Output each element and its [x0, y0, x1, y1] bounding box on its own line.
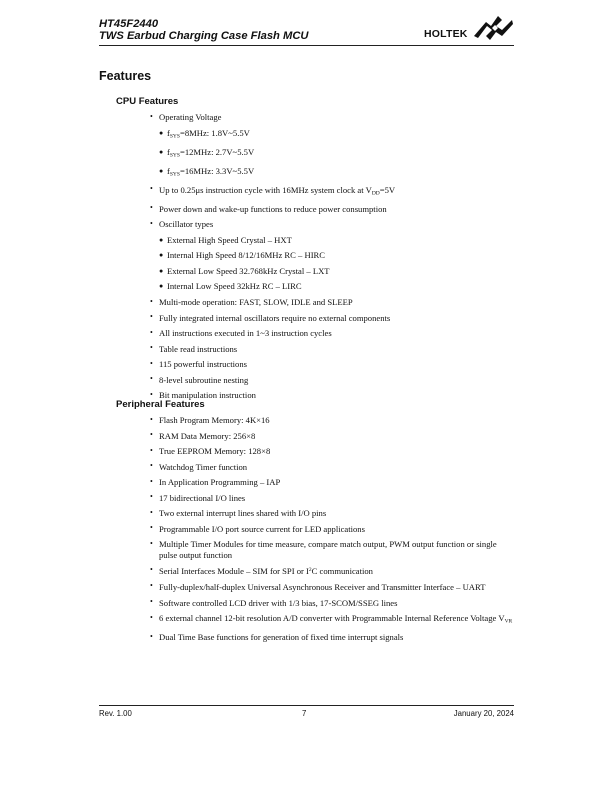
- list-item: • 8-level subroutine nesting: [150, 374, 249, 385]
- voltage-sublist: [159, 128, 516, 180]
- footer-divider: [99, 705, 514, 706]
- list-item: • Up to 0.25μs instruction cycle with 16MHz system clock at $V_{DD}=5V$: [150, 184, 396, 197]
- list-item: • Programmable I/O port source current for LED applications: [150, 523, 365, 534]
- document-subtitle: TWS Earbud Charging Case Flash MCU: [99, 30, 309, 42]
- list-item: • Oscillator types ● External High Speed Crystal – HXT ● Internal High Speed 8/12/16MHz RC – HIRC ● External Low Speed 32.768kHz Crystal – LXT ● Internal Low Speed 32kHz RC – LIRC: [150, 219, 516, 292]
- list-item: ● $f_{SYS}=16MHz$: 3.3V~5.5V: [159, 165, 255, 178]
- list-item: • Fully integrated internal oscillators require no external components: [150, 312, 391, 323]
- list-item: • Multiple Timer Modules for time measure, compare match output, PWM output function or single pulse output function: [150, 538, 497, 560]
- list-item: ● Internal Low Speed 32kHz RC – LIRC: [159, 281, 302, 292]
- list-item: • Multi-mode operation: FAST, SLOW, IDLE and SLEEP: [150, 296, 353, 308]
- list-item: • Serial Interfaces Module – SIM for SPI or $I^2C$ communication: [150, 564, 373, 577]
- list-item: • Bit manipulation instruction: [150, 389, 256, 401]
- list-item: • Power down and wake-up functions to reduce power consumption: [150, 203, 387, 214]
- list-item: • RAM Data Memory: 256×8: [150, 430, 256, 441]
- holtek-logo-icon: [472, 14, 514, 44]
- list-item: • Watchdog Timer function: [150, 461, 248, 472]
- publish-date: January 20, 2024: [453, 709, 514, 718]
- list-item: • In Application Programming – IAP: [150, 476, 281, 488]
- list-item: ● $f_{SYS}=12MHz$: 2.7V~5.5V: [159, 146, 255, 159]
- list-item: • Two external interrupt lines shared with I/O pins: [150, 507, 327, 519]
- list-item: • All instructions executed in 1~3 instruction cycles: [150, 327, 332, 339]
- page-title: Features: [99, 69, 152, 83]
- holtek-logo: [424, 14, 514, 44]
- header-divider: [99, 45, 514, 46]
- list-item: ● $f_{SYS}=8MHz$: 1.8V~5.5V: [159, 127, 250, 140]
- oscillator-sublist: [159, 235, 516, 292]
- list-item: • Table read instructions: [150, 343, 238, 354]
- list-item: • True EEPROM Memory: 128×8: [150, 445, 271, 457]
- list-item: • Fully-duplex/half-duplex Universal Asynchronous Receiver and Transmitter Interface – UART: [150, 581, 486, 592]
- list-item: • Flash Program Memory: 4K×16: [150, 414, 270, 425]
- list-item: • Software controlled LCD driver with 1/3 bias, 17-SCOM/SSEG lines: [150, 597, 398, 608]
- page-number: 7: [302, 709, 307, 718]
- list-item: • Dual Time Base functions for generation of fixed time interrupt signals: [150, 631, 404, 643]
- cpu-features-heading: CPU Features: [116, 96, 179, 107]
- list-item: ● External High Speed Crystal – HXT: [159, 234, 292, 245]
- peripheral-features-list: [150, 415, 516, 648]
- cpu-features-list: [150, 112, 516, 406]
- list-item: ● External Low Speed 32.768kHz Crystal – LXT: [159, 265, 330, 276]
- peripheral-features-heading: Peripheral Features: [116, 399, 205, 410]
- revision-label: Rev. 1.00: [99, 709, 132, 718]
- logo-text: HOLTEK: [424, 28, 468, 40]
- list-item: ● Internal High Speed 8/12/16MHz RC – HIRC: [159, 250, 326, 261]
- part-number: HT45F2440: [99, 18, 159, 30]
- list-item: • 115 powerful instructions: [150, 358, 247, 370]
- list-item: • 17 bidirectional I/O lines: [150, 492, 246, 503]
- list-item: • 6 external channel 12-bit resolution A/D converter with Programmable Internal Reference Voltage $V_{VR}$: [150, 612, 513, 625]
- list-item: • Operating Voltage ● $f_{SYS}=8MHz$: 1.8V~5.5V ● $f_{SYS}=12MHz$: 2.7V~5.5V ● $f_{SYS}=16MHz$: 3.3V~5.5V: [150, 112, 516, 180]
